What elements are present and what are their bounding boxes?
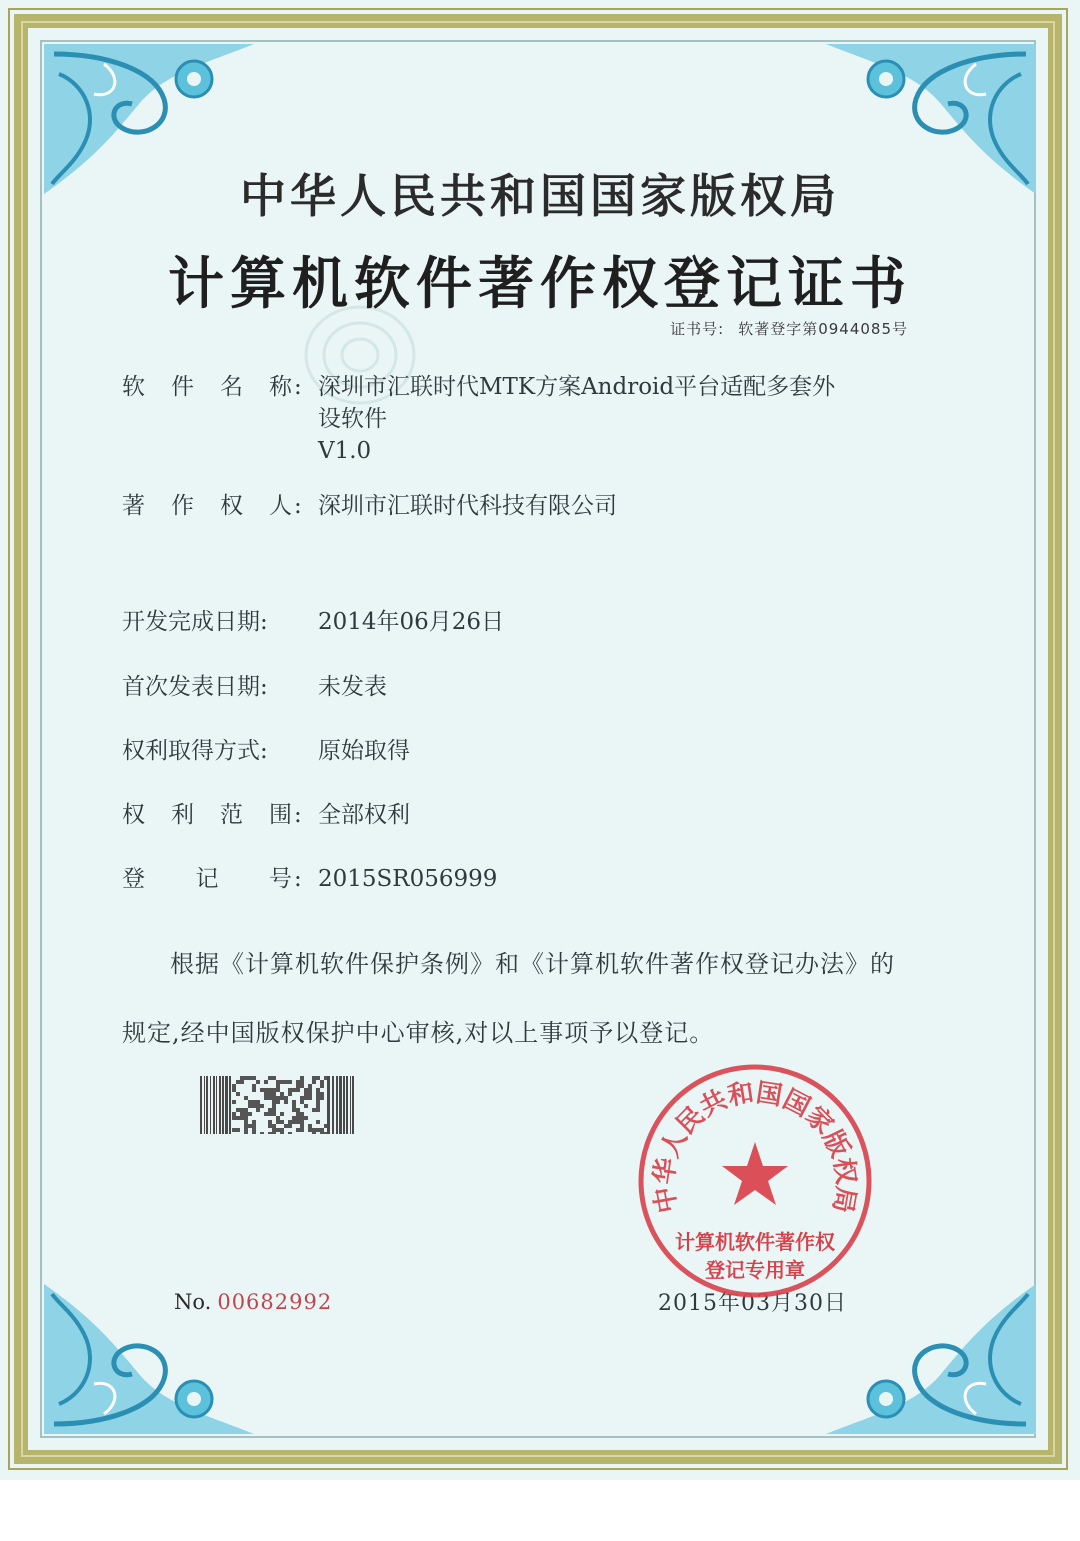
statement-line-1: 根据《计算机软件保护条例》和《计算机软件著作权登记办法》的: [170, 950, 895, 978]
first-publication-label: 首次发表日期:: [122, 674, 268, 700]
software-name-label: 软 件 名 称 :: [122, 374, 302, 400]
copyright-holder-value: 深圳市汇联时代科技有限公司: [318, 493, 617, 519]
barcode-image: [200, 1076, 355, 1134]
statement-line-2: 规定,经中国版权保护中心审核,对以上事项予以登记。: [122, 1019, 715, 1047]
scope-of-rights-label: 权 利 范 围 :: [122, 802, 302, 828]
serial-number-value: 00682992: [217, 1290, 333, 1314]
certificate-number-label: 证书号:: [670, 320, 725, 338]
copyright-holder-label: 著 作 权 人 :: [122, 493, 302, 519]
seal-inner-line-1: 计算机软件著作权: [675, 1230, 835, 1254]
acquisition-method-value: 原始取得: [318, 738, 410, 764]
seal-star-icon: [722, 1142, 788, 1205]
official-seal: [636, 1062, 874, 1300]
certificate-number: [670, 318, 908, 339]
acquisition-method-label: 权利取得方式:: [122, 738, 268, 764]
registration-number-label: 登 记 号 :: [122, 866, 302, 892]
completion-date-value: 2014年06月26日: [318, 609, 505, 635]
serial-number: [174, 1290, 332, 1314]
registration-number-value: 2015SR056999: [318, 866, 498, 892]
serial-prefix: No.: [174, 1290, 212, 1314]
seal-arc-text: 中华人民共和国国家版权局: [649, 1078, 861, 1216]
issuing-authority: 中华人民共和国国家版权局: [240, 169, 840, 223]
issue-date: 2015年03月30日: [658, 1291, 847, 1316]
completion-date-label: 开发完成日期:: [122, 609, 268, 635]
scope-of-rights-value: 全部权利: [318, 802, 410, 828]
corner-ornament-bottom-right: [826, 1284, 1036, 1434]
software-name-value: 深圳市汇联时代MTK方案Android平台适配多套外 设软件 V1.0: [318, 374, 836, 464]
certificate-number-value: 软著登字第0944085号: [738, 320, 908, 338]
first-publication-value: 未发表: [318, 674, 387, 700]
seal-inner-line-2: 登记专用章: [705, 1258, 805, 1282]
certificate-title: 计算机软件著作权登记证书: [168, 252, 912, 317]
